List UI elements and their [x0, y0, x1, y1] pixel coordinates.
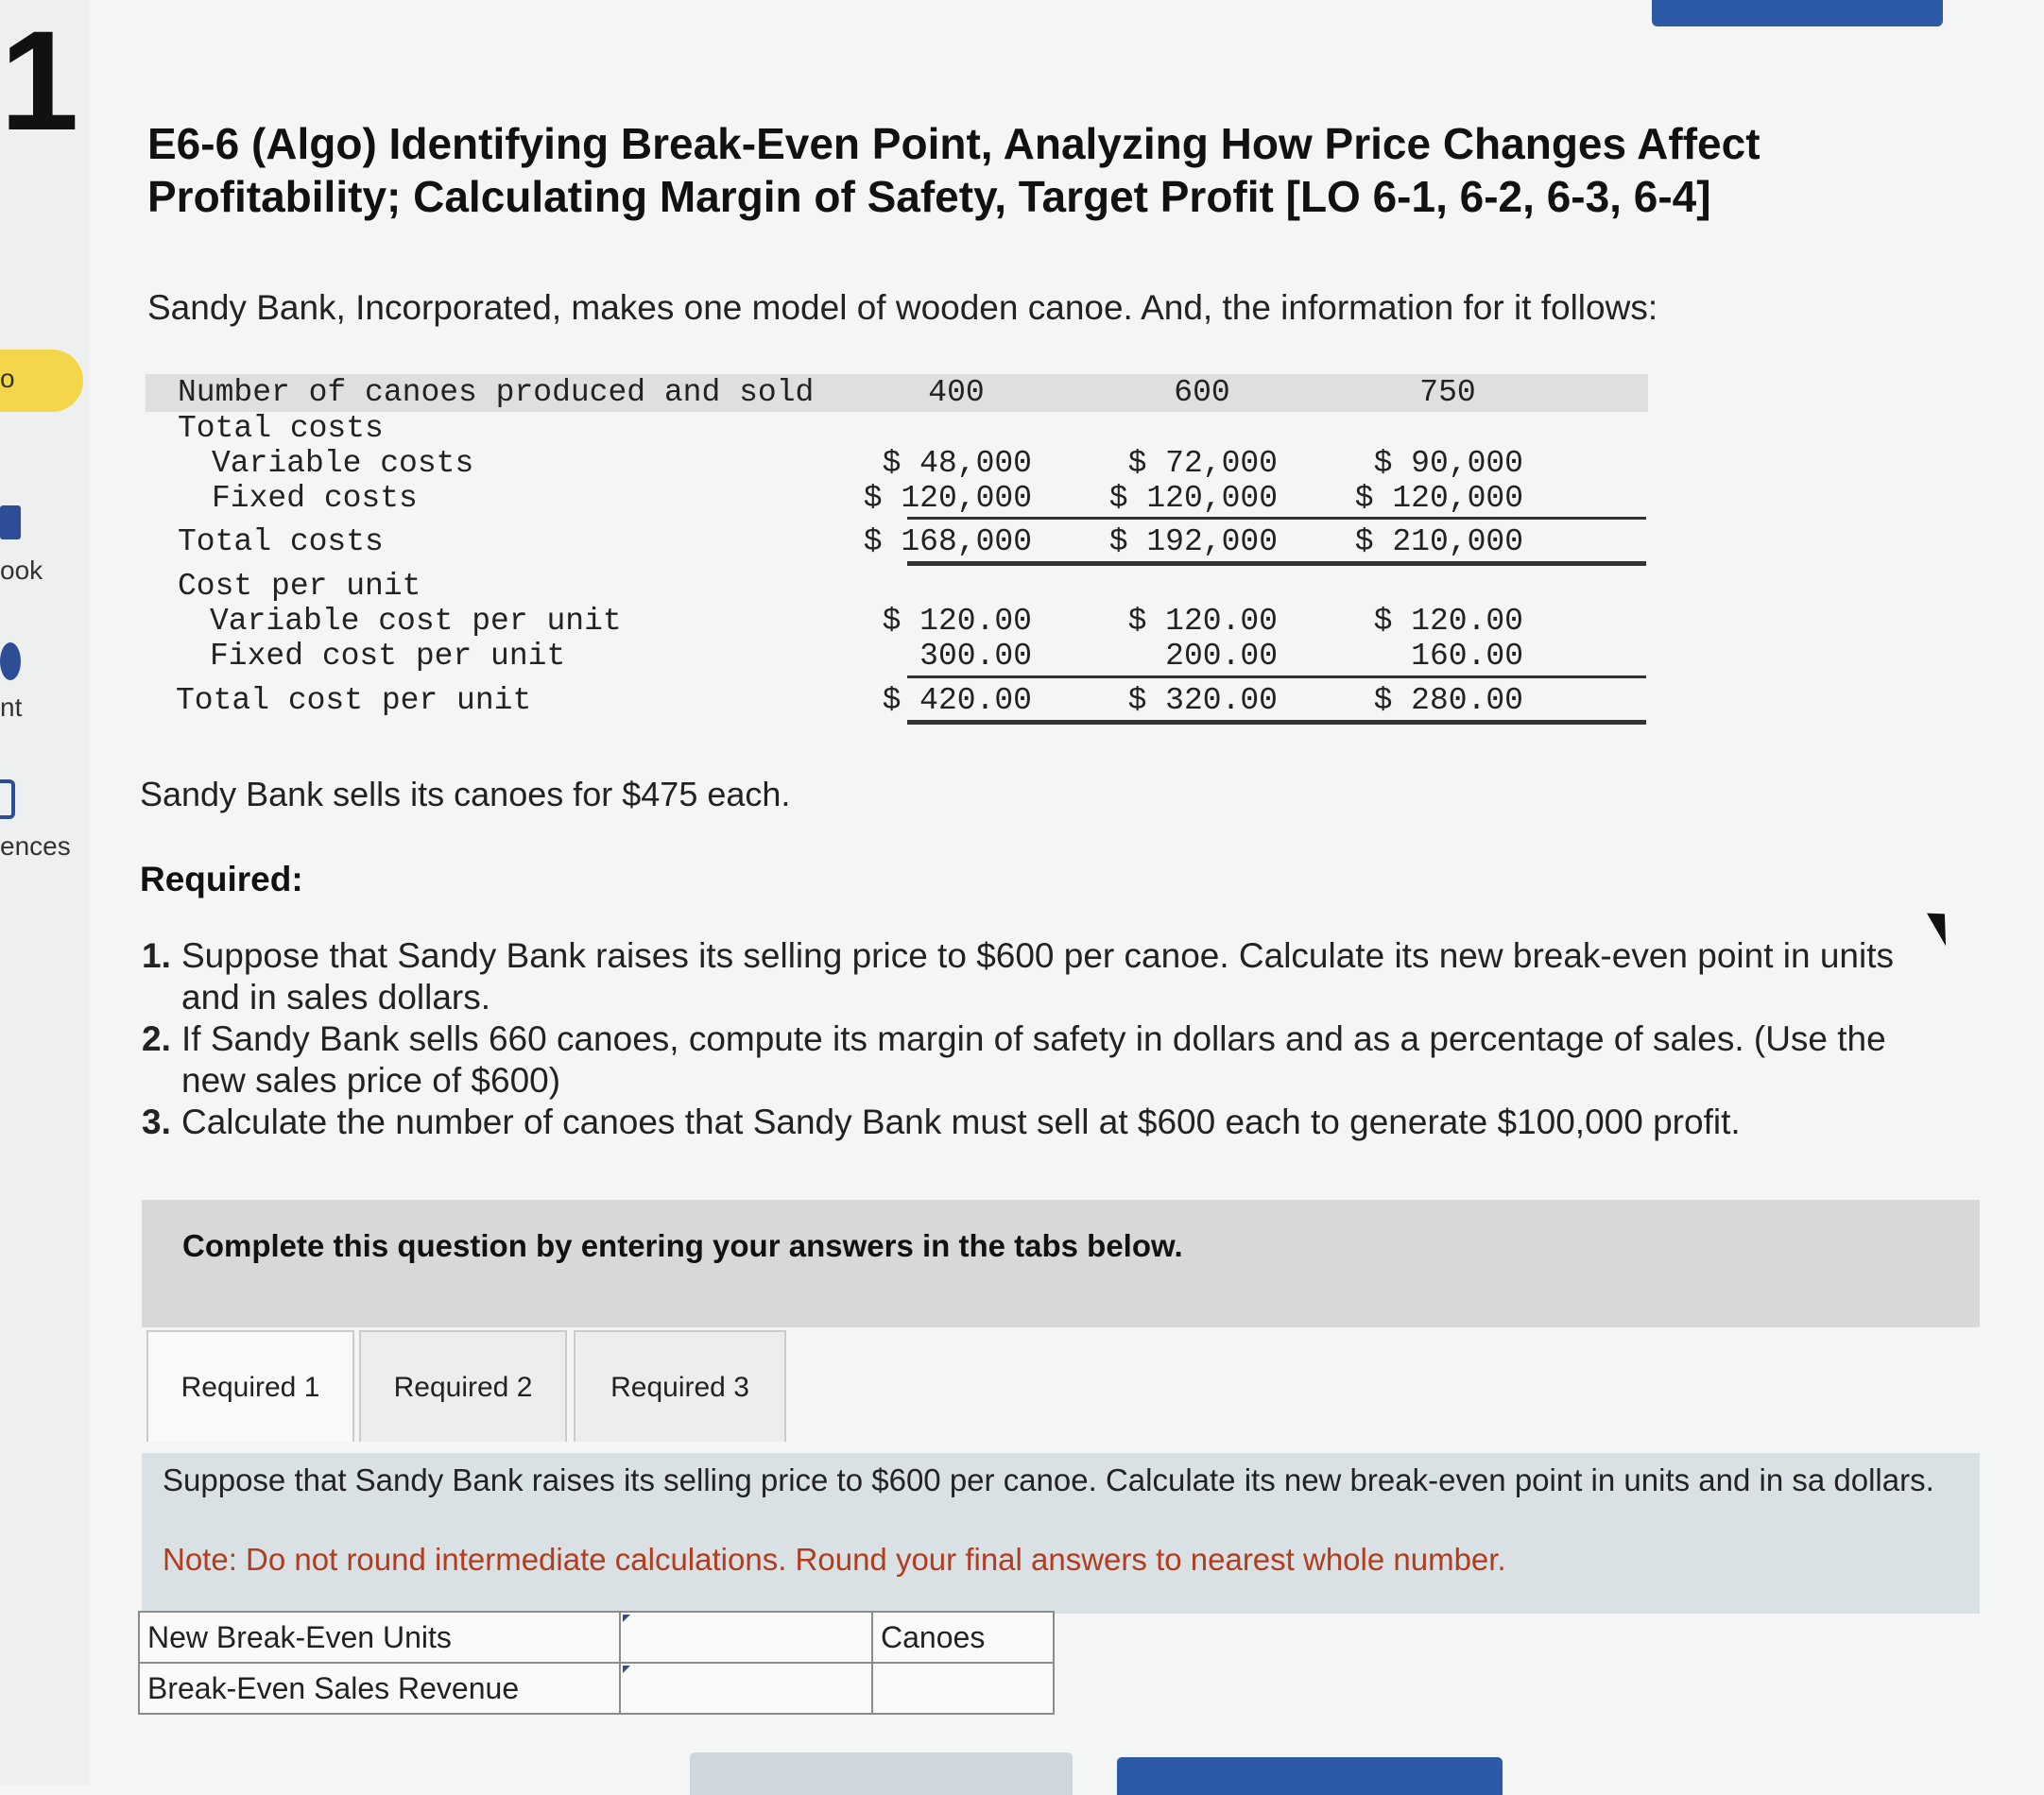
divider: [907, 517, 1646, 520]
row-label: Cost per unit: [178, 569, 421, 604]
previous-tab-button[interactable]: [690, 1752, 1073, 1795]
cell: 200.00: [1165, 639, 1278, 674]
cell: $ 120.00: [882, 604, 1032, 639]
item-number: 1.: [142, 936, 171, 975]
cell: $ 120.00: [1127, 604, 1278, 639]
row-label: Total costs: [178, 524, 384, 559]
complete-banner-text: Complete this question by entering your answers in the tabs below.: [182, 1228, 1183, 1263]
page-title: E6-6 (Algo) Identifying Break-Even Point, Analyzing How Price Changes Affect Profitability; Calculating Margin of Safety, Target Profit [LO 6-1, 6-2, 6-3, 6-4]: [147, 119, 1761, 221]
status-badge-label: o: [0, 364, 15, 393]
required-heading: Required:: [140, 860, 303, 898]
col-header: 400: [928, 375, 985, 410]
row-label: Variable costs: [212, 446, 474, 481]
tab-required-1[interactable]: Required 1: [146, 1330, 354, 1442]
ebook-icon[interactable]: [0, 505, 21, 539]
cell: $ 420.00: [882, 683, 1032, 718]
cell: $ 90,000: [1373, 446, 1523, 481]
cell: $ 192,000: [1108, 524, 1278, 559]
item-text: Calculate the number of canoes that Sandy Bank must sell at $600 each to generate $100,000 profit.: [181, 1103, 1741, 1141]
item-number: 3.: [142, 1103, 171, 1141]
table-row: [139, 1612, 1054, 1663]
input-marker-icon: [623, 1615, 630, 1622]
answer-cell: [620, 1663, 873, 1714]
answer-label: Break-Even Sales Revenue: [139, 1663, 620, 1714]
cell: $ 320.00: [1127, 683, 1278, 718]
cell: $ 72,000: [1127, 446, 1278, 481]
cell: $ 168,000: [863, 524, 1032, 559]
row-label: Total cost per unit: [176, 683, 532, 718]
rail-label-print: nt: [0, 692, 23, 722]
answer-unit: Canoes: [872, 1612, 1054, 1663]
divider: [907, 561, 1646, 566]
header-label: Number of canoes produced and sold: [178, 375, 815, 410]
next-tab-button[interactable]: [1117, 1757, 1503, 1795]
list-item: [142, 1102, 1956, 1143]
intro-text: Sandy Bank, Incorporated, makes one model of wooden canoe. And, the information for it follows:: [147, 288, 1658, 327]
row-label: Fixed costs: [212, 481, 418, 516]
print-icon[interactable]: [0, 642, 21, 680]
references-icon[interactable]: [0, 779, 15, 819]
list-item: [142, 935, 1956, 1018]
break-even-units-input[interactable]: [621, 1613, 872, 1662]
cell: $ 280.00: [1373, 683, 1523, 718]
answer-table: [138, 1611, 1055, 1715]
cell: $ 48,000: [882, 446, 1032, 481]
divider: [907, 720, 1646, 725]
row-label: Fixed cost per unit: [210, 639, 566, 674]
item-text: Suppose that Sandy Bank raises its selling price to $600 per canoe. Calculate its new break-even point in units and in sales dollars.: [181, 936, 1895, 1017]
break-even-revenue-input[interactable]: [621, 1664, 872, 1713]
answer-cell: [620, 1612, 873, 1663]
cell: $ 210,000: [1354, 524, 1523, 559]
cell: 160.00: [1411, 639, 1523, 674]
item-number: 2.: [142, 1019, 171, 1058]
cost-table: [144, 373, 1646, 742]
rounding-note: Note: Do not round intermediate calculations. Round your final answers to nearest whole number.: [163, 1542, 1506, 1577]
tab-question-text: Suppose that Sandy Bank raises its selling price to $600 per canoe. Calculate its new break-even point in units and in sa dollars.: [163, 1462, 1934, 1497]
table-row: [139, 1663, 1054, 1714]
row-label: Total costs: [178, 411, 384, 446]
answer-label: New Break-Even Units: [139, 1612, 620, 1663]
question-number: 1: [0, 1, 79, 160]
cell: $ 120,000: [1108, 481, 1278, 516]
row-label: Variable cost per unit: [210, 604, 622, 639]
divider: [907, 675, 1646, 678]
left-rail: [0, 0, 90, 1786]
answer-unit: [872, 1663, 1054, 1714]
tab-required-3[interactable]: Required 3: [574, 1330, 786, 1442]
requirements-list: [142, 935, 1956, 1143]
cell: 300.00: [919, 639, 1032, 674]
tab-required-2[interactable]: Required 2: [359, 1330, 567, 1442]
cell: $ 120,000: [863, 481, 1032, 516]
rail-label-references: ences: [0, 831, 71, 861]
check-my-work-button[interactable]: [1652, 0, 1943, 26]
rail-label-ebook: ook: [0, 556, 43, 585]
col-header: 600: [1174, 375, 1230, 410]
list-item: [142, 1018, 1956, 1102]
item-text: If Sandy Bank sells 660 canoes, compute its margin of safety in dollars and as a percentage of sales. (Use the new sales price of $600): [181, 1019, 1886, 1100]
input-marker-icon: [623, 1666, 630, 1673]
cell: $ 120.00: [1373, 604, 1523, 639]
cell: $ 120,000: [1354, 481, 1523, 516]
col-header: 750: [1419, 375, 1476, 410]
selling-price-text: Sandy Bank sells its canoes for $475 each.: [140, 775, 791, 813]
